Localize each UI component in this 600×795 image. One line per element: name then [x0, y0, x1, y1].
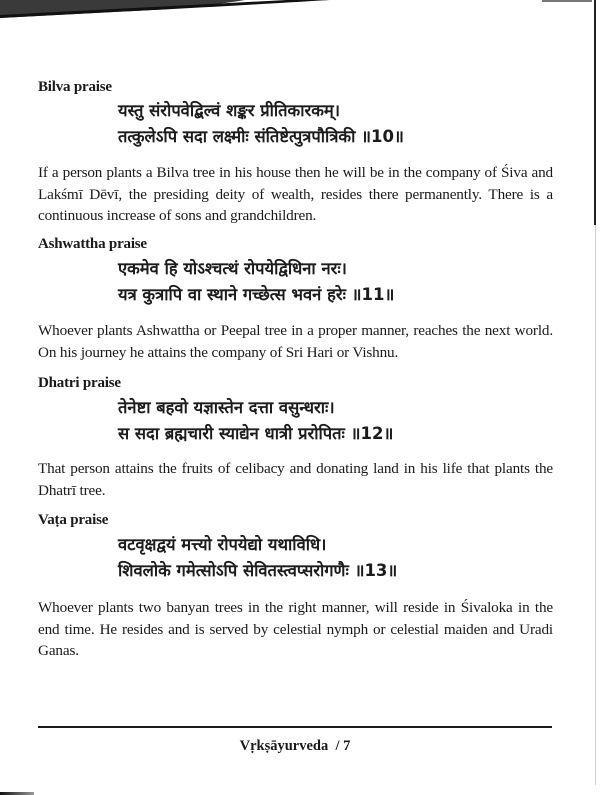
section-heading-ashwattha: Ashwattha praise: [38, 236, 147, 252]
verse-13: [118, 532, 397, 584]
verse-line: तेनेष्टा बहवो यज्ञास्तेन दत्ता वसुन्धराः।: [118, 398, 335, 417]
verse-line: यत्र कुत्रापि वा स्थाने गच्छेत्स भवनं हरेः ॥11॥: [118, 285, 395, 304]
section-heading-vata: Vaṭa praise: [38, 512, 109, 528]
verse-line: एकमेव हि योऽश्चत्थं रोपयेद्विधिना नरः।: [118, 259, 347, 278]
verse-line: स सदा ब्रह्मचारी स्याद्येन धात्री प्ररोपितः ॥12॥: [118, 424, 394, 443]
scan-edge-right: [594, 0, 596, 225]
paragraph-bilva: If a person plants a Bilva tree in his house then he will be in the company of Śiva and Lakśmī Dēvī, the presiding deity of wealth, resides there permanently. There is a continuous increase of sons and grandchildren.: [38, 164, 553, 224]
verse-12: [118, 395, 393, 447]
verse-10: [118, 98, 404, 150]
verse-line: वटवृक्षद्वयं मत्त्यो रोपयेद्यो यथाविधि।: [118, 535, 327, 554]
running-footer: Vṛkṣāyurveda / 7: [239, 738, 351, 754]
section-heading-dhatri: Dhatri praise: [38, 375, 121, 391]
paragraph-dhatri: That person attains the fruits of celibacy and donating land in his life that plants the Dhatrī tree.: [38, 460, 553, 499]
verse-line: शिवलोके गमेत्सोऽपि सेवितस्त्वप्सरोगणैः ॥13॥: [118, 561, 398, 580]
scan-shadow-top-left: [0, 0, 424, 20]
verse-line: यस्तु संरोपवेद्बिल्वं शङ्कर प्रीतिकारकम्।: [118, 101, 341, 120]
scan-edge-top-right: [542, 0, 592, 2]
scan-edge-right-faint: [595, 225, 596, 785]
paragraph-vata: Whoever plants two banyan trees in the right manner, will reside in Śivaloka in the end time. He resides and is served by celestial nymph or celestial maiden and Uradi Ganas.: [38, 599, 553, 659]
paragraph-ashwattha: Whoever plants Ashwattha or Peepal tree in a proper manner, reaches the next world. On his journey he attains the company of Sri Hari or Vishnu.: [38, 322, 553, 361]
verse-line: तत्कुलेऽपि सदा लक्ष्मीः संतिष्टेत्पुत्रपौत्रिकी ॥10॥: [118, 127, 404, 146]
section-heading-bilva: Bilva praise: [38, 79, 112, 95]
footer-divider: [38, 726, 552, 728]
verse-11: [118, 256, 394, 308]
